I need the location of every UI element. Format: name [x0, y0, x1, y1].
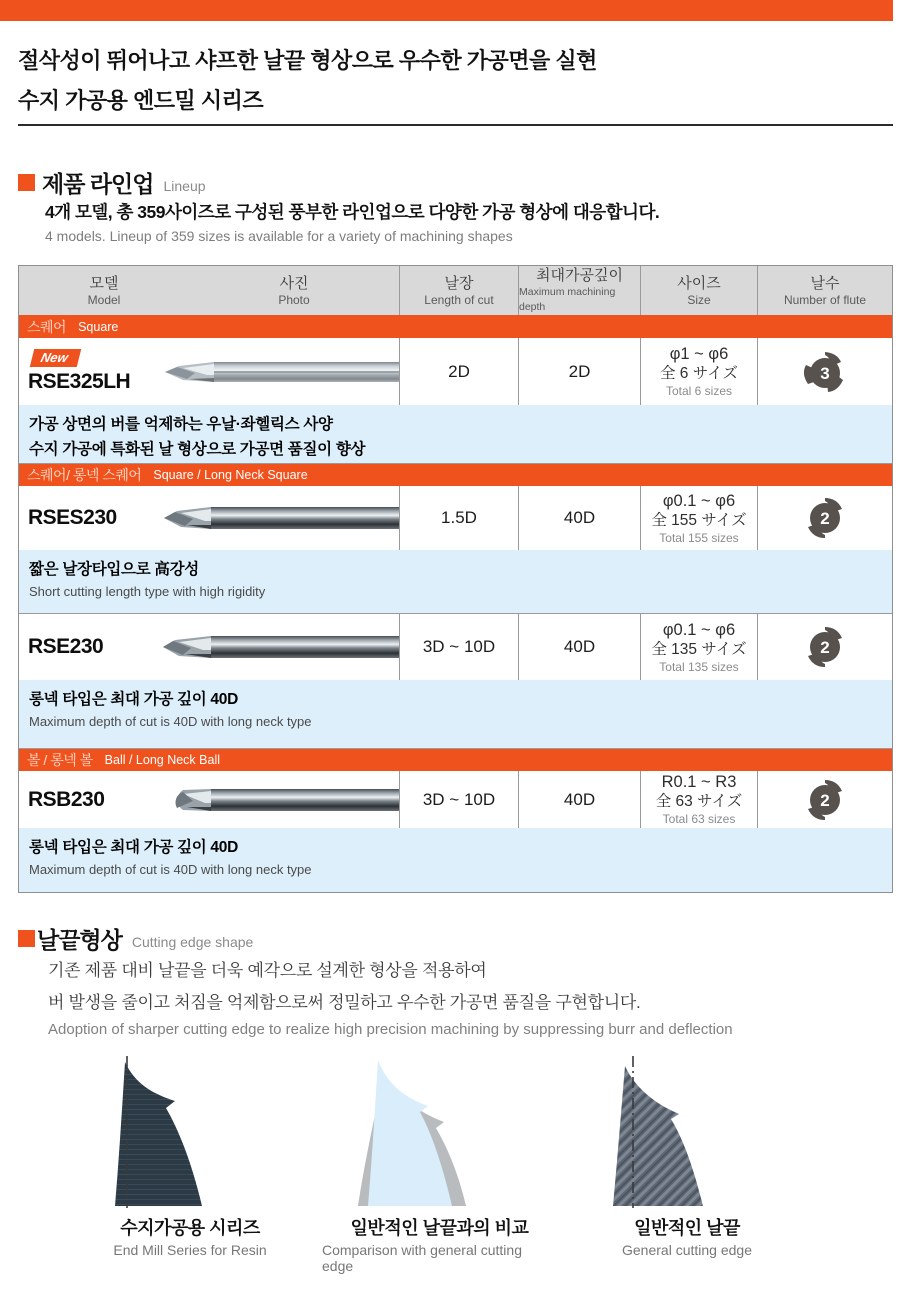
figure3-caption-ko: 일반적인 날끝 — [634, 1218, 740, 1238]
edge-heading-en: Cutting edge shape — [131, 933, 254, 950]
size-total-ja: 全 135 サイズ — [651, 640, 747, 658]
note-rses230 — [19, 550, 892, 613]
size-total-en: Total 155 sizes — [659, 530, 739, 545]
lineup-lead-en: 4 models. Lineup of 359 sizes is available for a variety of machining shapes — [45, 228, 513, 244]
figure2-caption-ko: 일반적인 날끝과의 비교 — [350, 1218, 529, 1238]
three-flute-icon — [801, 348, 849, 396]
lineup-table — [18, 265, 893, 893]
length-of-cut-cell — [399, 614, 518, 680]
model-cell — [19, 614, 399, 680]
endmill-photo-rses230 — [159, 501, 399, 535]
size-total-ja: 全 63 サイズ — [655, 793, 743, 810]
two-flute-icon — [802, 495, 848, 541]
max-depth-cell — [518, 486, 640, 550]
length-of-cut-value: 3D ~ 10D — [422, 789, 496, 809]
model-name: RSES230 — [28, 506, 117, 529]
max-depth-cell — [518, 771, 640, 828]
edge-section-heading — [18, 922, 253, 955]
size-cell — [640, 614, 757, 680]
band1-en: Square — [78, 319, 119, 334]
model-name: RSB230 — [28, 787, 105, 811]
size-total-en: Total 6 sizes — [665, 384, 733, 398]
header-size-en: Size — [687, 292, 711, 307]
flutes-cell — [757, 338, 892, 405]
band3-en: Ball / Long Neck Ball — [104, 753, 220, 767]
note3-en: Maximum depth of cut is 40D with long neck type — [29, 714, 312, 729]
header-flute-ko: 날수 — [810, 274, 840, 292]
svg-text:2: 2 — [820, 509, 830, 528]
band1-ko: 스퀘어 — [27, 318, 67, 335]
product-row-rses230 — [19, 486, 892, 550]
group-band-long-neck-square — [19, 463, 892, 486]
section-bullet-icon — [18, 174, 35, 191]
note-rsb230 — [19, 828, 892, 892]
edge-profile-resin-figure — [105, 1056, 275, 1208]
header-flutes — [757, 266, 892, 315]
note-rse230 — [19, 680, 892, 748]
model-name: RSE325LH — [28, 370, 131, 393]
lineup-section-heading — [18, 166, 206, 199]
header-size — [640, 266, 757, 315]
section-bullet-icon — [18, 930, 35, 947]
lineup-heading-ko: 제품 라인업 — [42, 171, 154, 197]
note4-en: Maximum depth of cut is 40D with long neck type — [29, 862, 312, 877]
max-depth-value: 2D — [568, 361, 591, 381]
length-of-cut-cell — [399, 771, 518, 828]
edge-heading-ko: 날끝형상 — [37, 927, 122, 953]
band3-ko: 볼 / 롱넥 볼 — [27, 752, 93, 768]
product-row-rse325lh — [19, 338, 892, 405]
note4-ko: 롱넥 타입은 최대 가공 깊이 40D — [29, 839, 238, 856]
header-cut-ko: 날장 — [444, 274, 474, 292]
two-flute-icon — [802, 624, 848, 670]
model-cell — [19, 771, 399, 828]
size-total-en: Total 135 sizes — [659, 659, 739, 674]
band2-ko: 스퀘어/ 롱넥 스퀘어 — [27, 467, 142, 483]
note2-en: Short cutting length type with high rigidity — [29, 584, 266, 599]
length-of-cut-value: 1.5D — [441, 508, 477, 527]
note1-line2: 수지 가공에 특화된 날 형상으로 가공면 품질이 향상 — [29, 441, 366, 458]
length-of-cut-value: 3D ~ 10D — [422, 637, 496, 656]
two-flute-icon — [802, 777, 848, 823]
header-photo-en: Photo — [278, 292, 310, 307]
edge-profile-comparison-figure — [340, 1056, 540, 1208]
header-photo — [189, 266, 399, 315]
group-band-ball — [19, 748, 892, 771]
table-header-row — [19, 266, 892, 315]
model-cell — [19, 338, 399, 405]
header-model-ko: 모델 — [89, 274, 119, 292]
length-of-cut-cell — [399, 486, 518, 550]
header-model-en: Model — [87, 292, 121, 307]
header-flute-en: Number of flute — [783, 292, 867, 307]
header-depth-ko: 최대가공깊이 — [536, 267, 623, 284]
svg-text:2: 2 — [820, 638, 830, 657]
length-of-cut-value: 2D — [448, 361, 470, 381]
figure-general-edge — [572, 1056, 802, 1258]
header-size-ko: 사이즈 — [677, 274, 721, 292]
lineup-lead-ko: 4개 모델, 총 359사이즈로 구성된 풍부한 라인업으로 다양한 가공 형상에 대응합니다. — [45, 202, 660, 222]
size-range: φ1 ~ φ6 — [669, 345, 729, 363]
length-of-cut-cell — [399, 338, 518, 405]
size-total-en: Total 63 sizes — [662, 812, 736, 826]
note3-ko: 롱넥 타입은 최대 가공 깊이 40D — [29, 691, 238, 708]
header-max-depth — [518, 266, 640, 315]
figure-comparison — [322, 1056, 557, 1274]
lineup-heading-en: Lineup — [163, 177, 206, 194]
header-model-photo-cell — [19, 266, 399, 315]
top-accent-bar — [0, 0, 893, 21]
flutes-cell — [757, 771, 892, 828]
figure-resin-series — [100, 1056, 280, 1258]
svg-text:3: 3 — [820, 363, 830, 383]
figure3-caption-en: General cutting edge — [622, 1242, 752, 1258]
figure1-caption-ko: 수지가공용 시리즈 — [120, 1218, 260, 1238]
page-title-line1: 절삭성이 뛰어나고 샤프한 날끝 형상으로 우수한 가공면을 실현 — [18, 48, 597, 73]
edge-body-line1: 기존 제품 대비 날끝을 더욱 예각으로 설계한 형상을 적용하여 — [48, 961, 487, 980]
page-title-line2: 수지 가공용 엔드밀 시리즈 — [18, 88, 264, 113]
product-row-rsb230 — [19, 771, 892, 828]
edge-body-en: Adoption of sharper cutting edge to realize high precision machining by suppressing burr and deflection — [48, 1021, 733, 1038]
edge-profile-general-figure — [597, 1056, 777, 1208]
title-divider — [18, 124, 893, 126]
new-badge: New — [30, 349, 81, 367]
endmill-photo-rsb230 — [159, 783, 399, 817]
max-depth-value: 40D — [563, 637, 596, 656]
note2-ko: 짧은 날장타입으로 高강성 — [29, 561, 199, 578]
note-rse325lh — [19, 405, 892, 463]
edge-body-line2: 버 발생을 줄이고 처짐을 억제함으로써 정밀하고 우수한 가공면 품질을 구현합니다. — [48, 993, 641, 1012]
header-length-of-cut — [399, 266, 518, 315]
size-range: R0.1 ~ R3 — [661, 773, 737, 791]
header-model — [19, 266, 189, 315]
band2-en: Square / Long Neck Square — [153, 468, 308, 482]
group-band-square — [19, 315, 892, 338]
endmill-photo-rse325lh — [159, 355, 399, 389]
size-total-ja: 全 155 サイズ — [651, 511, 747, 529]
max-depth-value: 40D — [563, 789, 596, 809]
size-cell — [640, 338, 757, 405]
size-range: φ0.1 ~ φ6 — [662, 491, 736, 510]
model-name: RSE230 — [28, 635, 104, 658]
flutes-cell — [757, 614, 892, 680]
size-cell — [640, 771, 757, 828]
endmill-photo-rse230 — [159, 630, 399, 664]
max-depth-value: 40D — [563, 508, 596, 527]
svg-text:2: 2 — [820, 790, 830, 810]
figure1-caption-en: End Mill Series for Resin — [113, 1242, 267, 1258]
figure2-caption-en: Comparison with general cutting edge — [322, 1242, 522, 1274]
size-range: φ0.1 ~ φ6 — [662, 620, 736, 639]
max-depth-cell — [518, 614, 640, 680]
model-cell — [19, 486, 399, 550]
header-photo-ko: 사진 — [279, 274, 309, 292]
header-depth-en: Maximum machining depth — [519, 286, 616, 313]
size-cell — [640, 486, 757, 550]
size-total-ja: 全 6 サイズ — [660, 365, 738, 382]
note1-line1: 가공 상면의 버를 억제하는 우날·좌헬릭스 사양 — [29, 416, 333, 433]
flutes-cell — [757, 486, 892, 550]
header-cut-en: Length of cut — [424, 292, 494, 307]
product-row-rse230 — [19, 613, 892, 680]
max-depth-cell — [518, 338, 640, 405]
